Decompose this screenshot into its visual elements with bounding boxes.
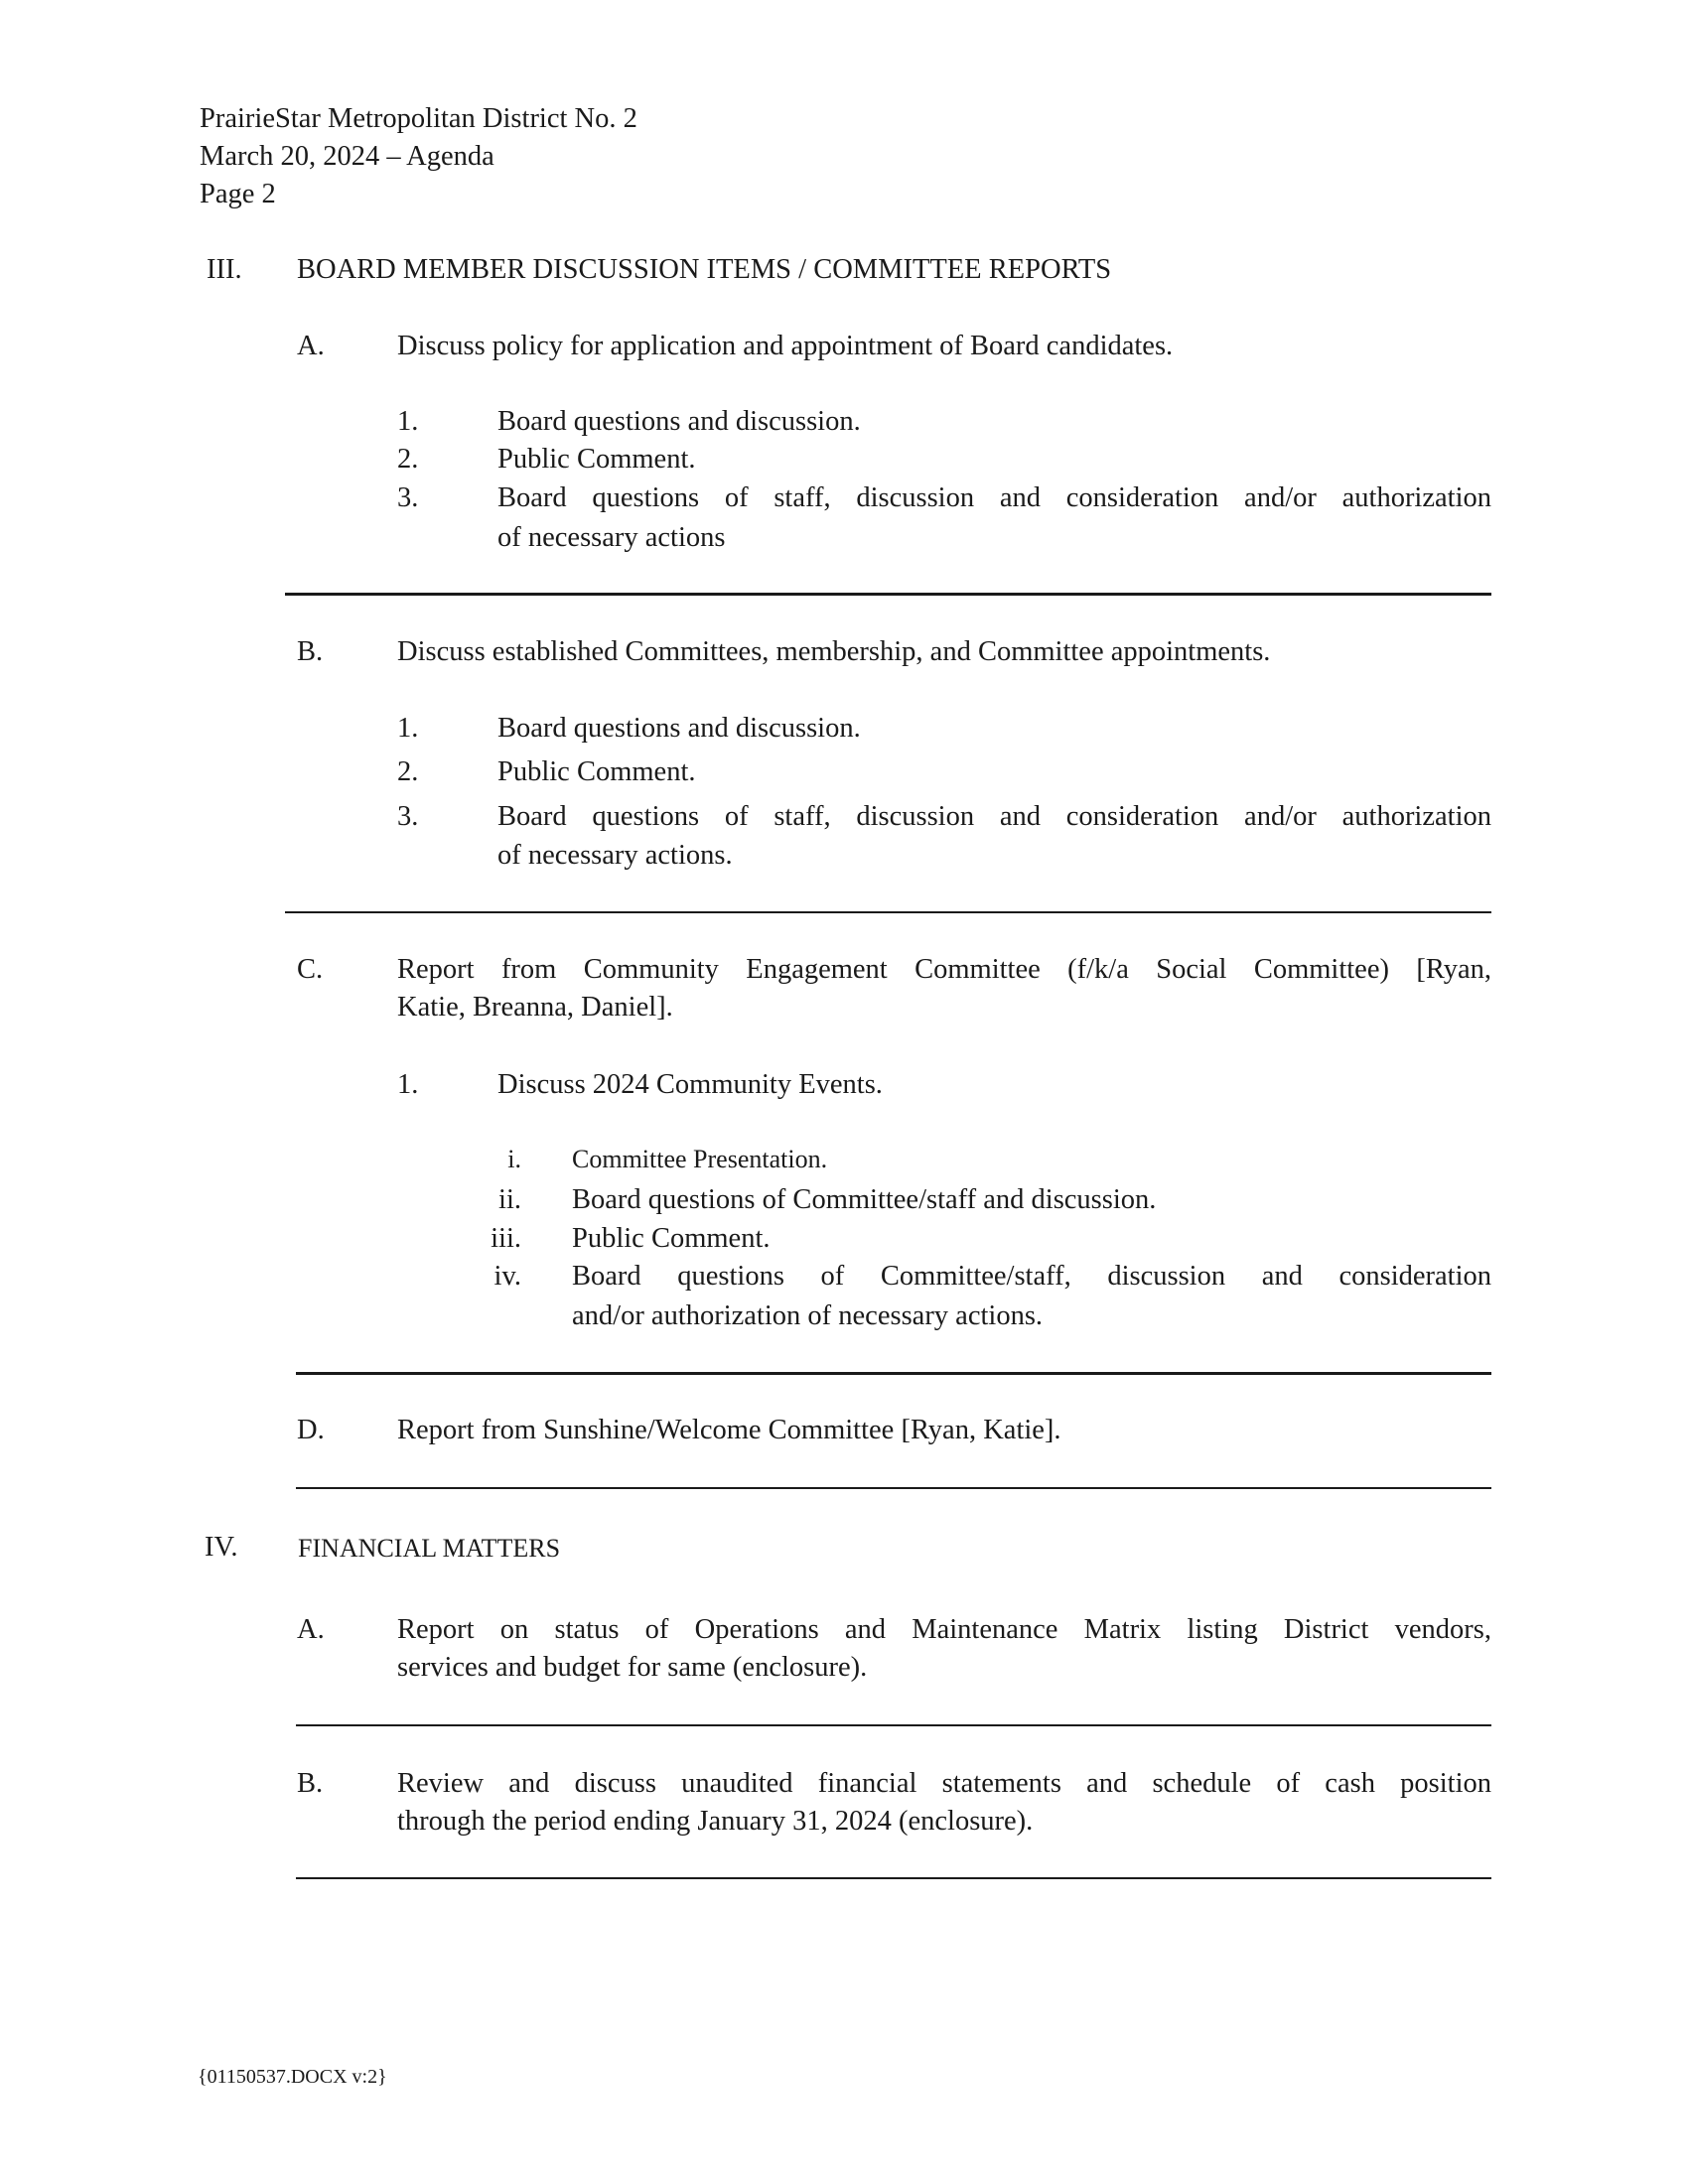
roman-num: ii. [498,1184,521,1215]
item-letter: B. [297,636,324,667]
section-numeral: IV. [205,1532,238,1563]
header-page: Page 2 [200,179,276,209]
item-text: Report from Sunshine/Welcome Committee [Ryan, Katie]. [397,1415,1061,1445]
divider-rule [296,1877,1491,1879]
item-text: Discuss policy for application and appointment of Board candidates. [397,331,1174,361]
divider-rule [296,1372,1491,1375]
header-date: March 20, 2024 – Agenda [200,141,494,172]
subitem-num: 3. [397,482,419,513]
item-letter: A. [297,1614,325,1645]
section-title: FINANCIAL MATTERS [298,1534,561,1563]
item-letter: A. [297,331,325,361]
divider-rule [296,1724,1491,1726]
item-text: Review and discuss unaudited financial statements and schedule of cash position [397,1768,1491,1799]
roman-num: iii. [491,1223,521,1254]
roman-text-cont: and/or authorization of necessary actions. [572,1300,1044,1331]
subitem-num: 1. [397,713,419,744]
section-title: BOARD MEMBER DISCUSSION ITEMS / COMMITTEE REPORTS [297,254,1112,285]
divider-rule [285,593,1491,596]
subitem-text: Board questions of staff, discussion and consideration and/or authorization [497,801,1491,832]
item-text-cont: services and budget for same (enclosure). [397,1652,868,1683]
subitem-text-cont: of necessary actions [497,522,726,553]
roman-text: Public Comment. [572,1223,771,1254]
item-letter: C. [297,954,324,985]
item-text-cont: through the period ending January 31, 2024 (enclosure). [397,1806,1034,1837]
subitem-text: Board questions and discussion. [497,713,861,744]
subitem-text: Board questions of staff, discussion and consideration and/or authorization [497,482,1491,513]
subitem-num: 1. [397,406,419,437]
roman-num: i. [507,1145,521,1173]
document-id-footer: {01150537.DOCX v:2} [198,2066,387,2088]
subitem-num: 2. [397,756,419,787]
subitem-text: Public Comment. [497,444,696,475]
subitem-num: 2. [397,444,419,475]
divider-rule [285,911,1491,913]
item-letter: D. [297,1415,325,1445]
subitem-text-cont: of necessary actions. [497,840,733,871]
subitem-num: 3. [397,801,419,832]
subitem-num: 1. [397,1069,419,1100]
roman-text: Committee Presentation. [572,1145,828,1173]
subitem-text: Board questions and discussion. [497,406,861,437]
item-text: Report on status of Operations and Maintenance Matrix listing District vendors, [397,1614,1491,1645]
divider-rule [296,1487,1491,1489]
subitem-text: Public Comment. [497,756,696,787]
roman-num: iv. [493,1261,521,1292]
item-text: Report from Community Engagement Committee (f/k/a Social Committee) [Ryan, [397,954,1491,985]
item-letter: B. [297,1768,324,1799]
item-text: Discuss established Committees, membership, and Committee appointments. [397,636,1271,667]
section-numeral: III. [207,254,242,285]
header-district: PrairieStar Metropolitan District No. 2 [200,103,637,134]
roman-text: Board questions of Committee/staff, discussion and consideration [572,1261,1491,1292]
roman-text: Board questions of Committee/staff and discussion. [572,1184,1157,1215]
item-text-cont: Katie, Breanna, Daniel]. [397,992,673,1023]
subitem-text: Discuss 2024 Community Events. [497,1069,883,1100]
